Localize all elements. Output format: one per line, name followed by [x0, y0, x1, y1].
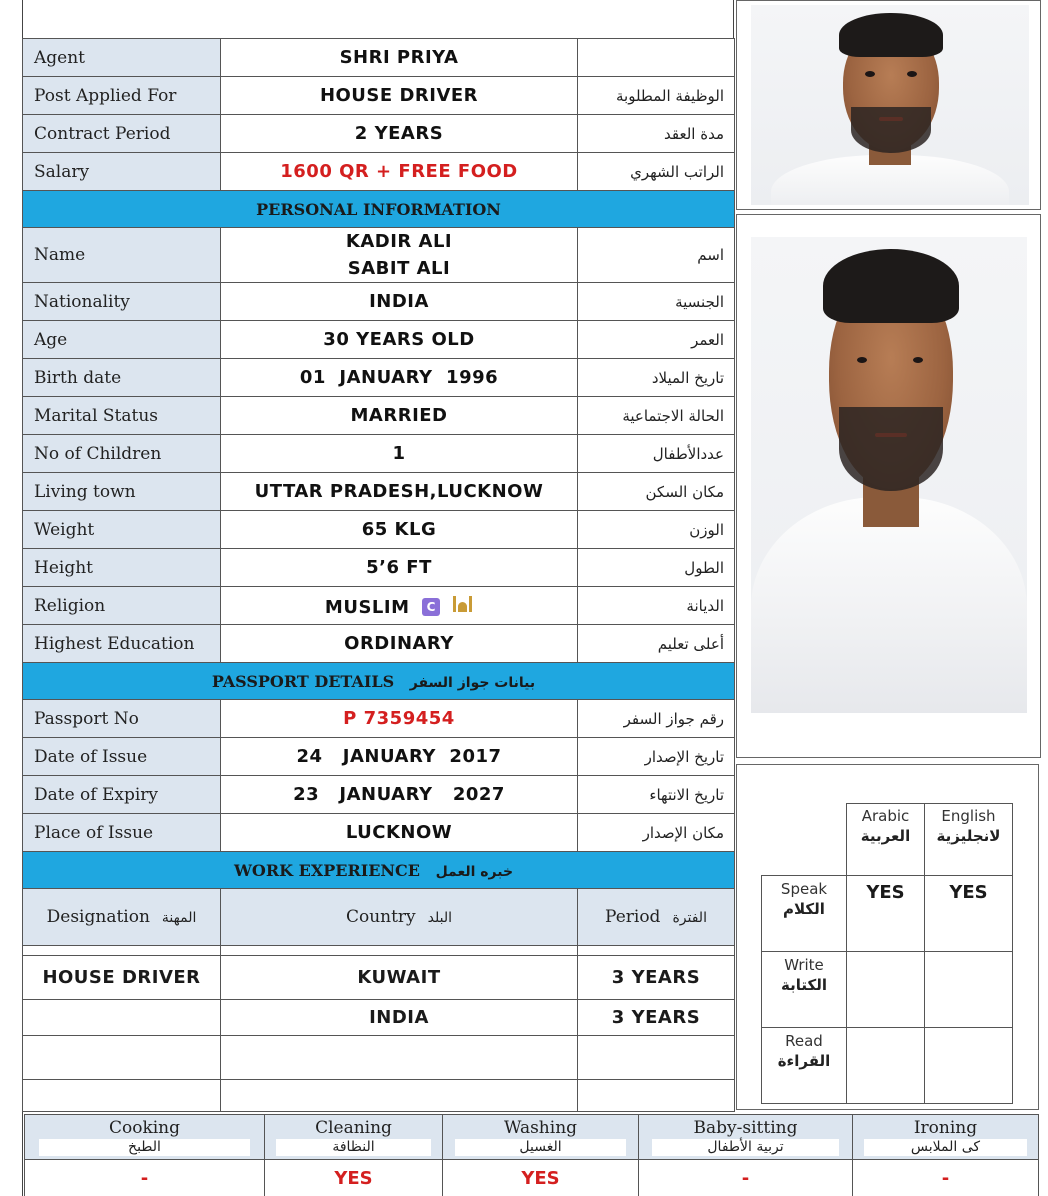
skill-name: Baby-sitting	[693, 1118, 798, 1138]
field-label-arabic: مكان السكن	[578, 473, 735, 511]
arabic-level	[847, 1028, 925, 1104]
section-heading-ar: خبره العمل	[435, 863, 514, 880]
column-label-arabic: البلد	[427, 910, 453, 926]
work-country: KUWAIT	[221, 956, 578, 1000]
skills-value-row	[25, 1160, 1039, 1196]
language-name-arabic: العربية	[860, 827, 911, 845]
field-label-arabic: الوزن	[578, 511, 735, 549]
skill-label-ar: القراءة	[777, 1052, 831, 1070]
field-label-arabic: اسم	[578, 228, 735, 283]
field-label: Contract Period	[23, 115, 221, 153]
field-label-arabic: الحالة الاجتماعية	[578, 397, 735, 435]
field-label: Marital Status	[23, 397, 221, 435]
work-designation: HOUSE DRIVER	[23, 956, 221, 1000]
field-label: Weight	[23, 511, 221, 549]
language-row-read	[762, 1028, 1013, 1104]
skill-label-en: Read	[785, 1032, 823, 1050]
language-name-arabic: لانجليزية	[936, 827, 1001, 845]
section-heading: PERSONAL INFORMATION	[23, 191, 735, 228]
skill-name-arabic: الطبخ	[39, 1139, 249, 1156]
field-label: Salary	[23, 153, 221, 191]
section-heading-en: PASSPORT DETAILS	[211, 671, 395, 691]
field-value: 23 JANUARY 2027	[221, 776, 578, 814]
field-label-arabic: أعلى تعليم	[578, 625, 735, 663]
skill-value: -	[639, 1160, 853, 1196]
applicant-details-table	[22, 38, 735, 1112]
field-label: Passport No	[23, 700, 221, 738]
section-heading	[23, 852, 735, 889]
column-designation	[23, 889, 221, 946]
skill-name: Cooking	[108, 1118, 181, 1138]
row-children	[23, 435, 735, 473]
field-value: 5’6 FT	[221, 549, 578, 587]
language-skills-table	[761, 803, 1013, 1104]
skill-value: -	[25, 1160, 265, 1196]
column-label: Period	[605, 907, 661, 927]
name-value	[221, 228, 578, 283]
frame-top-strip	[22, 0, 734, 38]
english-level	[925, 1028, 1013, 1104]
skill-name-arabic: كى الملابس	[864, 1139, 1027, 1156]
row-living-town	[23, 473, 735, 511]
field-value: 30 YEARS OLD	[221, 321, 578, 359]
field-value: LUCKNOW	[221, 814, 578, 852]
applicant-photo-portrait	[751, 237, 1027, 713]
column-label-arabic: المهنة	[161, 910, 197, 926]
field-label-arabic: الجنسية	[578, 283, 735, 321]
skill-ironing	[853, 1115, 1039, 1160]
field-label-arabic: تاريخ الميلاد	[578, 359, 735, 397]
c-badge-icon: C	[422, 598, 440, 616]
language-skills-box	[736, 764, 1039, 1110]
row-age	[23, 321, 735, 359]
applicant-photo-headshot	[751, 5, 1029, 205]
work-header-row	[23, 889, 735, 946]
skill-label-en: Speak	[780, 880, 828, 898]
skill-value: YES	[265, 1160, 443, 1196]
field-label-arabic: الراتب الشهري	[578, 153, 735, 191]
field-label: Agent	[23, 39, 221, 77]
field-label-arabic: الوظيفة المطلوبة	[578, 77, 735, 115]
field-label: Nationality	[23, 283, 221, 321]
skills-header-row	[25, 1115, 1039, 1160]
row-post	[23, 77, 735, 115]
row-weight	[23, 511, 735, 549]
skill-value: YES	[443, 1160, 639, 1196]
column-period	[578, 889, 735, 946]
field-value: SHRI PRIYA	[221, 39, 578, 77]
skill-cooking	[25, 1115, 265, 1160]
column-country	[221, 889, 578, 946]
row-birth-date	[23, 359, 735, 397]
photo-frame-portrait	[736, 214, 1041, 758]
row-date-of-issue	[23, 738, 735, 776]
field-label: Date of Expiry	[23, 776, 221, 814]
field-label: Height	[23, 549, 221, 587]
work-period: 3 YEARS	[578, 1000, 735, 1036]
row-passport-no	[23, 700, 735, 738]
work-entry-row	[23, 956, 735, 1000]
field-value: HOUSE DRIVER	[221, 77, 578, 115]
field-value: 01 JANUARY 1996	[221, 359, 578, 397]
section-passport-details	[23, 663, 735, 700]
language-col-english	[925, 804, 1013, 876]
work-designation	[23, 1000, 221, 1036]
row-education	[23, 625, 735, 663]
field-label: Highest Education	[23, 625, 221, 663]
column-label-arabic: الفترة	[672, 910, 707, 926]
field-value: MARRIED	[221, 397, 578, 435]
skill-label-en: Write	[784, 956, 824, 974]
field-value: INDIA	[221, 283, 578, 321]
row-height	[23, 549, 735, 587]
row-name	[23, 228, 735, 283]
language-name: English	[941, 807, 996, 825]
section-heading-en: WORK EXPERIENCE	[233, 860, 420, 880]
language-row-speak	[762, 876, 1013, 952]
field-value: UTTAR PRADESH,LUCKNOW	[221, 473, 578, 511]
row-agent	[23, 39, 735, 77]
work-entry-row	[23, 1000, 735, 1036]
field-label-arabic: مدة العقد	[578, 115, 735, 153]
field-label-arabic	[578, 39, 735, 77]
field-value: 1	[221, 435, 578, 473]
column-label: Designation	[46, 907, 150, 927]
skill-name: Ironing	[913, 1118, 978, 1138]
language-col-arabic	[847, 804, 925, 876]
field-label-arabic: رقم جواز السفر	[578, 700, 735, 738]
language-name: Arabic	[861, 807, 910, 825]
arabic-level: YES	[847, 876, 925, 952]
language-row-write	[762, 952, 1013, 1028]
skill-name-arabic: النظافة	[276, 1139, 432, 1156]
language-header-row	[762, 804, 1013, 876]
skill-name: Cleaning	[315, 1118, 392, 1138]
skill-label	[762, 1028, 847, 1104]
language-corner-cell	[762, 804, 847, 876]
field-label-arabic: مكان الإصدار	[578, 814, 735, 852]
field-value: ORDINARY	[221, 625, 578, 663]
work-spacer-row	[23, 946, 735, 956]
row-salary	[23, 153, 735, 191]
salary-value: 1600 QR + FREE FOOD	[221, 153, 578, 191]
field-label: Age	[23, 321, 221, 359]
skill-name: Washing	[503, 1118, 578, 1138]
row-contract	[23, 115, 735, 153]
field-value: 24 JANUARY 2017	[221, 738, 578, 776]
mosque-icon	[453, 594, 473, 612]
skill-baby-sitting	[639, 1115, 853, 1160]
skill-label-ar: الكتابة	[781, 976, 827, 994]
name-line-1: KADIR ALI	[345, 231, 453, 252]
row-place-of-issue	[23, 814, 735, 852]
field-label-arabic: تاريخ الإصدار	[578, 738, 735, 776]
photo-frame-headshot	[736, 0, 1041, 210]
field-label-arabic: الديانة	[578, 587, 735, 625]
work-country: INDIA	[221, 1000, 578, 1036]
field-label: No of Children	[23, 435, 221, 473]
arabic-level	[847, 952, 925, 1028]
name-line-2: SABIT ALI	[347, 258, 451, 279]
field-label-arabic: الطول	[578, 549, 735, 587]
row-marital-status	[23, 397, 735, 435]
row-date-of-expiry	[23, 776, 735, 814]
work-period: 3 YEARS	[578, 956, 735, 1000]
field-label-arabic: عددالأطفال	[578, 435, 735, 473]
skill-name-arabic: الغسيل	[455, 1139, 627, 1156]
english-level	[925, 952, 1013, 1028]
skill-washing	[443, 1115, 639, 1160]
row-religion	[23, 587, 735, 625]
field-label: Birth date	[23, 359, 221, 397]
field-label: Name	[23, 228, 221, 283]
field-value: 2 YEARS	[221, 115, 578, 153]
english-level: YES	[925, 876, 1013, 952]
field-label-arabic: العمر	[578, 321, 735, 359]
skill-label-ar: الكلام	[783, 900, 825, 918]
household-skills-table	[24, 1114, 1039, 1196]
field-label-arabic: تاريخ الانتهاء	[578, 776, 735, 814]
field-label: Religion	[23, 587, 221, 625]
skill-cleaning	[265, 1115, 443, 1160]
skill-label	[762, 952, 847, 1028]
field-label: Living town	[23, 473, 221, 511]
religion-text: MUSLIM	[324, 596, 410, 618]
field-label: Place of Issue	[23, 814, 221, 852]
skill-value: -	[853, 1160, 1039, 1196]
field-label: Post Applied For	[23, 77, 221, 115]
skill-name-arabic: تربية الأطفال	[652, 1139, 839, 1156]
field-value: 65 KLG	[221, 511, 578, 549]
section-heading	[23, 663, 735, 700]
section-heading-ar: بيانات جواز السفر	[409, 674, 536, 691]
row-nationality	[23, 283, 735, 321]
section-work-experience	[23, 852, 735, 889]
skill-label	[762, 876, 847, 952]
work-empty-row	[23, 1080, 735, 1112]
field-label: Date of Issue	[23, 738, 221, 776]
passport-number-value: P 7359454	[221, 700, 578, 738]
religion-value	[221, 587, 578, 625]
section-personal-information	[23, 191, 735, 228]
work-empty-row	[23, 1036, 735, 1080]
column-label: Country	[345, 907, 416, 927]
